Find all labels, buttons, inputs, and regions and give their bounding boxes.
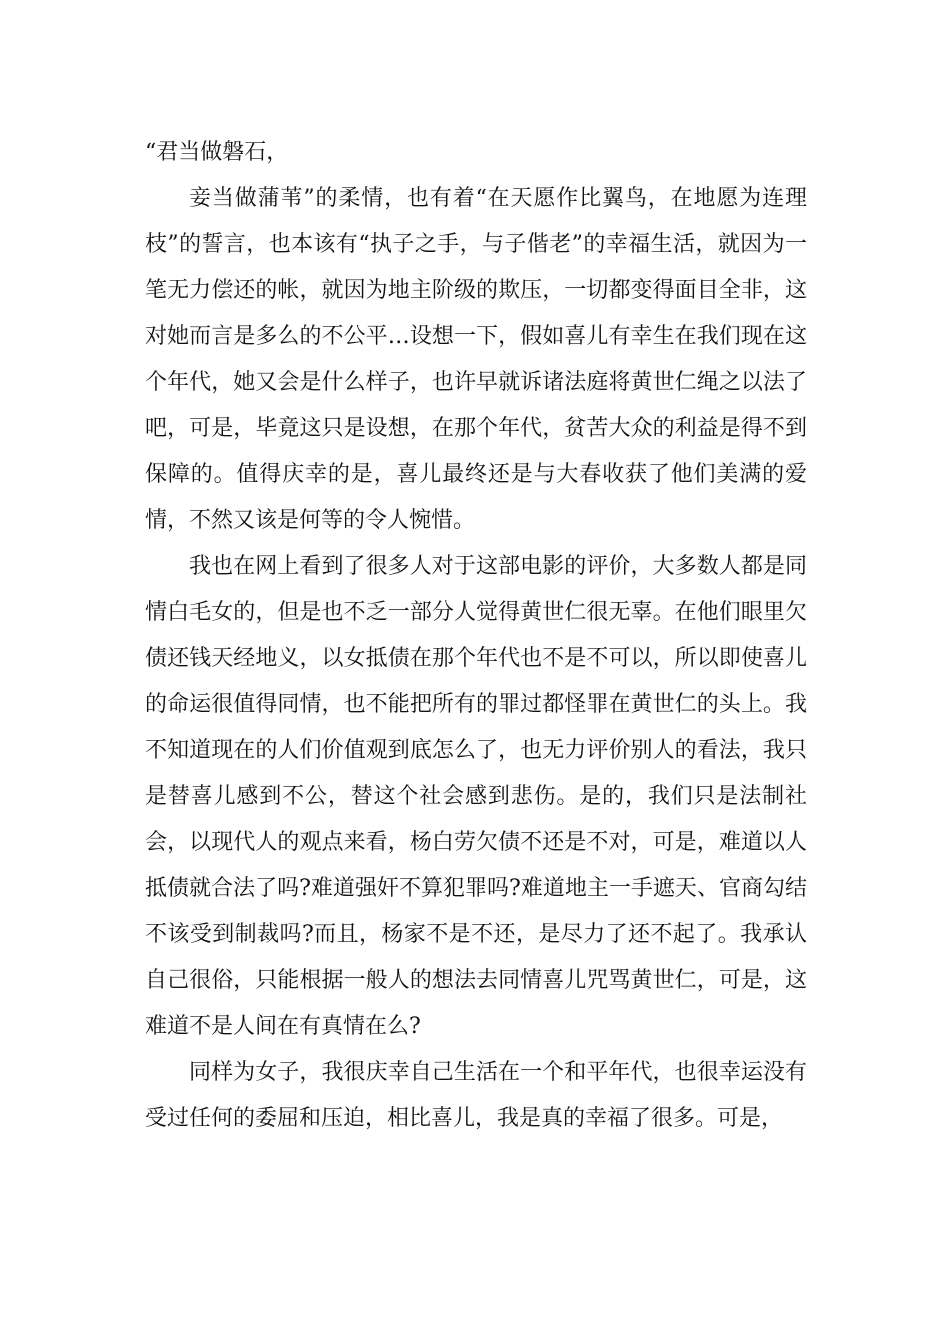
document-body bbox=[145, 130, 807, 1142]
paragraph-xier-fate: 妾当做蒲苇”的柔情，也有着“在天愿作比翼鸟，在地愿为连理枝”的誓言，也本该有“执子之手，与子偕老”的幸福生活，就因为一笔无力偿还的帐，就因为地主阶级的欺压，一切都变得面目全非，这对她而言是多么的不公平…设想一下，假如喜儿有幸生在我们现在这个年代，她又会是什么样子，也许早就诉诸法庭将黄世仁绳之以法了吧，可是，毕竟这只是设想，在那个年代，贫苦大众的利益是得不到保障的。值得庆幸的是，喜儿最终还是与大春收获了他们美满的爱情，不然又该是何等的令人惋惜。 bbox=[145, 186, 807, 533]
paragraph-peaceful-era: 同样为女子，我很庆幸自己生活在一个和平年代，也很幸运没有受过任何的委屈和压迫，相比喜儿，我是真的幸福了很多。可是， bbox=[145, 1060, 807, 1131]
paragraph-opening-quote: “君当做磐石， bbox=[145, 140, 289, 165]
paragraph-online-reviews: 我也在网上看到了很多人对于这部电影的评价，大多数人都是同情白毛女的，但是也不乏一部分人觉得黄世仁很无辜。在他们眼里欠债还钱天经地义，以女抵债在那个年代也不是不可以，所以即使喜儿的命运很值得同情，也不能把所有的罪过都怪罪在黄世仁的头上。我不知道现在的人们价值观到底怎么了，也无力评价别人的看法，我只是替喜儿感到不公，替这个社会感到悲伤。是的，我们只是法制社会，以现代人的观点来看，杨白劳欠债不还是不对，可是，难道以人抵债就合法了吗?难道强奸不算犯罪吗?难道地主一手遮天、官商勾结不该受到制裁吗?而且，杨家不是不还，是尽力了还不起了。我承认自己很俗，只能根据一般人的想法去同情喜儿咒骂黄世仁，可是，这难道不是人间在有真情在么? bbox=[145, 554, 807, 1039]
